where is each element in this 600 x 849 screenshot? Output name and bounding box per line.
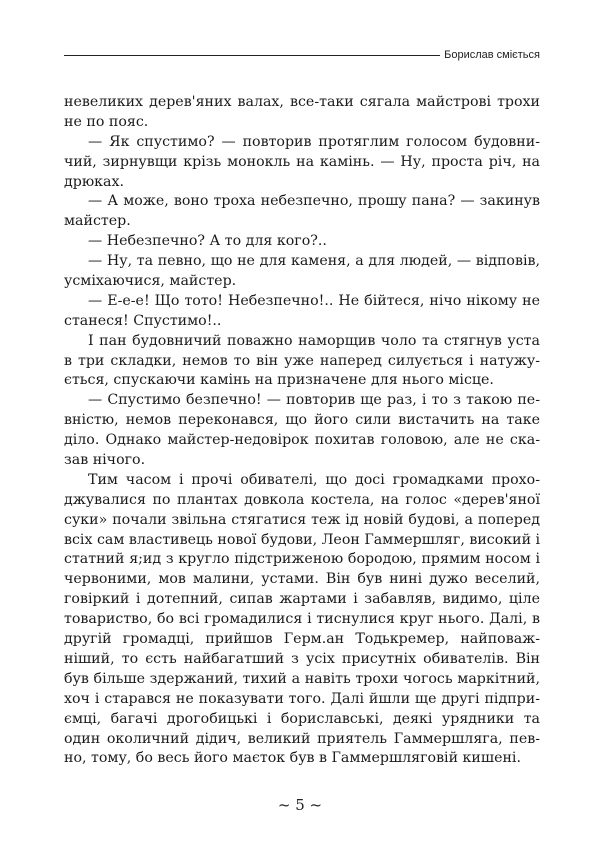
paragraph — [64, 391, 540, 471]
text-line: чий, зирнувщи крізь монокль на камінь. — Ну, проста річ, на — [64, 153, 540, 170]
paragraph — [64, 332, 540, 392]
paragraph — [64, 252, 540, 292]
text-line: ємці, багачі дрогобицькі і бориславські, деякі урядники та — [64, 710, 540, 727]
text-line: но, тому, бо весь його маєток був в Гаммершляговій кишені. — [64, 750, 521, 767]
text-line: другій громадці, прийшов Герм.ан Тодькремер, найповаж- — [64, 631, 540, 648]
running-header — [64, 47, 540, 63]
text-line: суки» почали звільна стягатися теж ід новій будові, а поперед — [64, 511, 540, 528]
text-line: ється, спускаючи камінь на призначене для нього місце. — [64, 372, 494, 389]
text-line: — Спустимо безпечно! — повторив ще раз, і то з такою пе- — [88, 392, 540, 409]
text-line: хоч і старався не показувати того. Далі йшли ще другі підпри- — [64, 690, 540, 707]
text-line: невеликих дерев'яних валах, все-таки сягала майстрові трохи — [64, 94, 540, 110]
paragraph — [64, 192, 540, 232]
text-line: ніший, то єсть найбагатший з усіх присутніх обивателів. Він — [64, 650, 540, 667]
text-line: — Небезпечно? А то для кого?.. — [88, 233, 327, 250]
text-line: І пан будовничий поважно наморщив чоло та стягнув уста — [88, 332, 540, 349]
text-line: в три складки, немов то він уже наперед силується і натужу- — [64, 352, 540, 369]
text-line: майстер. — [64, 213, 131, 230]
text-line: — Ну, та певно, що не для каменя, а для людей, — відповів, — [88, 253, 540, 270]
running-title: Борислав сміється — [444, 49, 540, 61]
text-line: червоними, мов малини, устами. Він був нині дужо веселий, — [64, 571, 540, 588]
text-line: станеся! Спустимо!.. — [64, 312, 222, 329]
text-line: — Е-е-е! Що тото! Небезпечно!.. Не бійтеся, нічо нікому не — [88, 292, 540, 309]
paragraph — [64, 292, 540, 332]
text-line: дрюках. — [64, 173, 125, 190]
text-line: діло. Однако майстер-недовірок похитав головою, але не ска- — [64, 432, 540, 449]
text-line: один околичний дідич, великий приятель Гаммершляга, пев- — [64, 730, 540, 747]
text-line: товариство, бо всі громадилися і тиснулися круг нього. Далі, в — [64, 611, 540, 628]
text-line: джувалися по плантах довкола костела, на голос «дерев'яної — [64, 491, 540, 508]
page-number: ~ 5 ~ — [277, 796, 323, 814]
text-line: вністю, немов переконався, що його сили вистачить на таке — [64, 412, 540, 429]
text-line: статний я;ид з кругло підстриженою бородою, прямим носом і — [64, 551, 540, 568]
text-line: всіх сам властивець нової будови, Леон Гаммершляг, високий і — [64, 531, 541, 548]
text-line: — А може, воно троха небезпечно, прошу пана? — закинув — [88, 193, 540, 210]
text-line: був більше здержаний, тихий а навіть трохи чогось маркітний, — [64, 670, 540, 687]
paragraph — [64, 471, 540, 769]
text-line: Тим часом і прочі обивателі, що досі громадками прохо- — [88, 471, 540, 488]
text-line: зав нічого. — [64, 452, 146, 469]
text-line: — Як спустимо? — повторив протяглим голосом будовни- — [88, 133, 540, 150]
body-text — [64, 93, 540, 769]
paragraph — [64, 93, 540, 133]
text-line: говіркий і дотепний, сипав жартами і забавляв, видимо, ціле — [64, 591, 540, 608]
paragraph — [64, 133, 540, 193]
text-line: не по пояс. — [64, 113, 149, 130]
paragraph — [64, 232, 540, 252]
text-line: усміхаючися, майстер. — [64, 273, 237, 290]
header-rule — [64, 55, 440, 56]
